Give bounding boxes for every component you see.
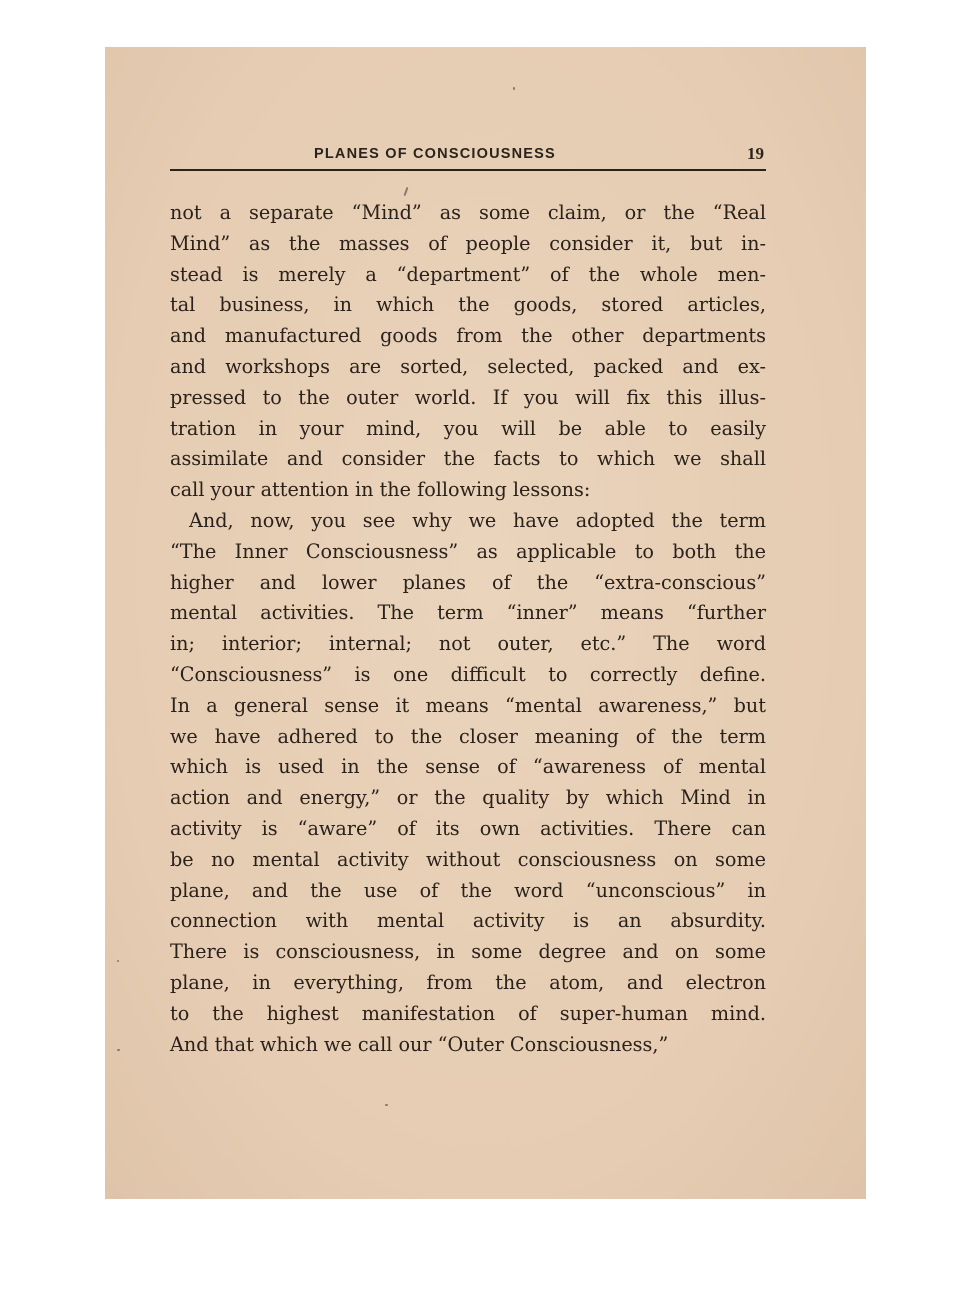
text-line: mental activities. The term “inner” means “further: [170, 601, 766, 625]
text-line: which is used in the sense of “awareness of mental: [170, 755, 766, 779]
text-line: Mind” as the masses of people consider it, but in-: [170, 231, 766, 255]
text-line: tration in your mind, you will be able to easily: [170, 416, 766, 440]
running-title: PLANES OF CONSCIOUSNESS: [314, 146, 556, 162]
paper-speck: [385, 1104, 388, 1106]
body-text: [170, 198, 766, 1060]
text-line: assimilate and consider the facts to which we shall: [170, 447, 766, 471]
text-line: in; interior; internal; not outer, etc.” The word: [170, 632, 766, 656]
text-line: plane, and the use of the word “unconscious” in: [170, 878, 766, 902]
text-line: we have adhered to the closer meaning of the term: [170, 724, 766, 748]
text-line: “The Inner Consciousness” as applicable to both the: [170, 539, 766, 563]
text-line: and workshops are sorted, selected, packed and ex-: [170, 354, 766, 378]
running-head: [170, 143, 766, 171]
text-line: to the highest manifestation of super-human mind.: [170, 1001, 766, 1025]
text-line: action and energy,” or the quality by which Mind in: [170, 786, 766, 810]
text-line: connection with mental activity is an absurdity.: [170, 909, 766, 933]
paper-speck: [513, 87, 515, 90]
text-line: “Consciousness” is one difficult to correctly define.: [170, 662, 766, 686]
text-line: call your attention in the following lessons:: [170, 478, 591, 502]
text-line: activity is “aware” of its own activities. There can: [170, 816, 766, 840]
book-page: [105, 47, 866, 1199]
paper-speck: [404, 187, 409, 196]
page-number: 19: [747, 144, 764, 163]
text-line: tal business, in which the goods, stored articles,: [170, 293, 766, 317]
paper-speck: [117, 1049, 120, 1051]
text-line: pressed to the outer world. If you will fix this illus-: [170, 385, 766, 409]
paper-speck: [117, 960, 119, 962]
text-line: stead is merely a “department” of the whole men-: [170, 262, 766, 286]
text-line: And, now, you see why we have adopted the term: [189, 508, 766, 532]
text-line: In a general sense it means “mental awareness,” but: [170, 693, 766, 717]
text-line: be no mental activity without consciousness on some: [170, 847, 766, 871]
text-line: not a separate “Mind” as some claim, or the “Real: [170, 201, 766, 224]
text-line: plane, in everything, from the atom, and electron: [170, 970, 766, 994]
text-line: higher and lower planes of the “extra-conscious”: [170, 570, 766, 594]
text-line: And that which we call our “Outer Consciousness,”: [170, 1032, 669, 1056]
text-line: There is consciousness, in some degree and on some: [170, 940, 766, 964]
text-line: and manufactured goods from the other departments: [170, 324, 766, 348]
